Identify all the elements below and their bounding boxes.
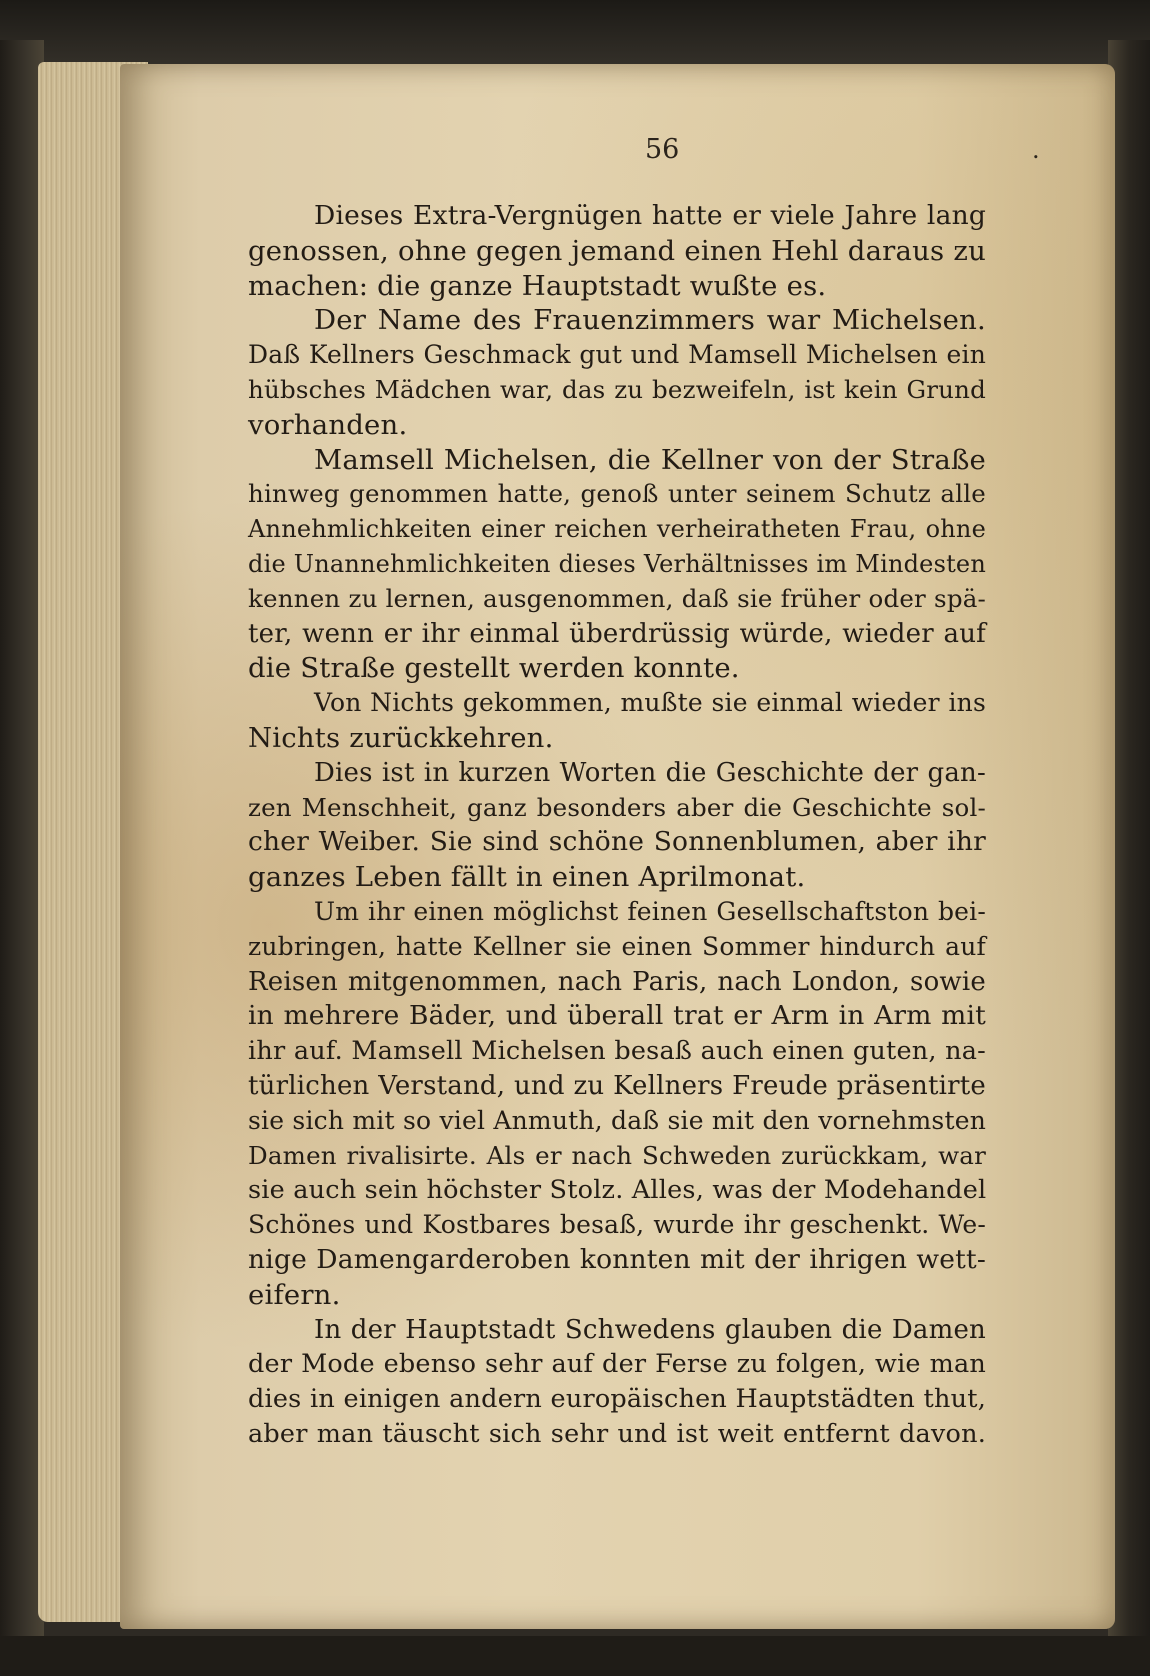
text-line: die Unannehmlichkeiten dieses Verhältnisses im Mindesten bbox=[248, 549, 986, 578]
text-line: Dies ist in kurzen Worten die Geschichte der gan- bbox=[314, 757, 986, 788]
text-line: ihr auf. Mamsell Michelsen besaß auch einen guten, na- bbox=[248, 1036, 986, 1067]
text-line: ganzes Leben fällt in einen Aprilmonat. bbox=[248, 861, 806, 894]
text-line: Der Name des Frauenzimmers war Michelsen. bbox=[314, 304, 986, 337]
text-line: aber man täuscht sich sehr und ist weit entfernt davon. bbox=[248, 1418, 986, 1449]
book-cover-top bbox=[0, 0, 1150, 70]
book-cover-bottom bbox=[0, 1636, 1150, 1676]
text-line: hinweg genommen hatte, genoß unter seinem Schutz alle bbox=[248, 479, 986, 509]
text-line: zubringen, hatte Kellner sie einen Sommer hindurch auf bbox=[248, 931, 986, 961]
text-line: türlichen Verstand, und zu Kellners Freude präsentirte bbox=[248, 1070, 986, 1101]
text-line: der Mode ebenso sehr auf der Ferse zu folgen, wie man bbox=[248, 1349, 986, 1380]
text-line: Reisen mitgenommen, nach Paris, nach London, sowie bbox=[248, 966, 986, 997]
text-line: in mehrere Bäder, und überall trat er Arm in Arm mit bbox=[248, 1000, 986, 1032]
text-line: Mamsell Michelsen, die Kellner von der Straße bbox=[314, 443, 986, 476]
text-line: Damen rivalisirte. Als er nach Schweden zurückkam, war bbox=[248, 1140, 986, 1170]
book-page bbox=[120, 64, 1115, 1629]
text-line: sie sich mit so viel Anmuth, daß sie mit den vornehmsten bbox=[248, 1105, 986, 1135]
text-line: sie auch sein höchster Stolz. Alles, was der Modehandel bbox=[248, 1175, 987, 1206]
text-line: kennen zu lernen, ausgenommen, daß sie früher oder spä- bbox=[248, 583, 986, 613]
text-line: Von Nichts gekommen, mußte sie einmal wieder ins bbox=[314, 688, 986, 718]
text-line: zen Menschheit, ganz besonders aber die Geschichte sol- bbox=[248, 792, 986, 822]
text-line: dies in einigen andern europäischen Hauptstädten thut, bbox=[248, 1384, 986, 1415]
text-line: Daß Kellners Geschmack gut und Mamsell Michelsen ein bbox=[248, 340, 986, 370]
text-line: machen: die ganze Hauptstadt wußte es. bbox=[248, 269, 827, 302]
text-line: Nichts zurückkehren. bbox=[248, 721, 554, 754]
text-line: die Straße gestellt werden konnte. bbox=[248, 652, 740, 685]
text-line: hübsches Mädchen war, das zu bezweifeln, ist kein Grund bbox=[248, 374, 986, 404]
text-line: cher Weiber. Sie sind schöne Sonnenblumen, aber ihr bbox=[248, 826, 986, 858]
text-line: vorhanden. bbox=[248, 408, 408, 441]
text-line: genossen, ohne gegen jemand einen Hehl daraus zu bbox=[248, 234, 986, 267]
text-line: Annehmlichkeiten einer reichen verheiratheten Frau, ohne bbox=[248, 515, 986, 544]
corner-mark: . bbox=[1032, 136, 1040, 164]
text-line: Dieses Extra-Vergnügen hatte er viele Jahre lang bbox=[314, 200, 986, 231]
text-line: Um ihr einen möglichst feinen Gesellschaftston bei- bbox=[314, 896, 986, 926]
page-number: 56 bbox=[645, 134, 680, 165]
text-line: eifern. bbox=[248, 1278, 341, 1311]
text-line: ter, wenn er ihr einmal überdrüssig würde, wieder auf bbox=[248, 618, 986, 649]
text-line: nige Damengarderoben konnten mit der ihrigen wett- bbox=[248, 1243, 986, 1275]
text-line: Schönes und Kostbares besaß, wurde ihr geschenkt. We- bbox=[248, 1210, 986, 1240]
body-text bbox=[248, 199, 986, 1452]
text-line: In der Hauptstadt Schwedens glauben die Damen bbox=[314, 1314, 986, 1345]
